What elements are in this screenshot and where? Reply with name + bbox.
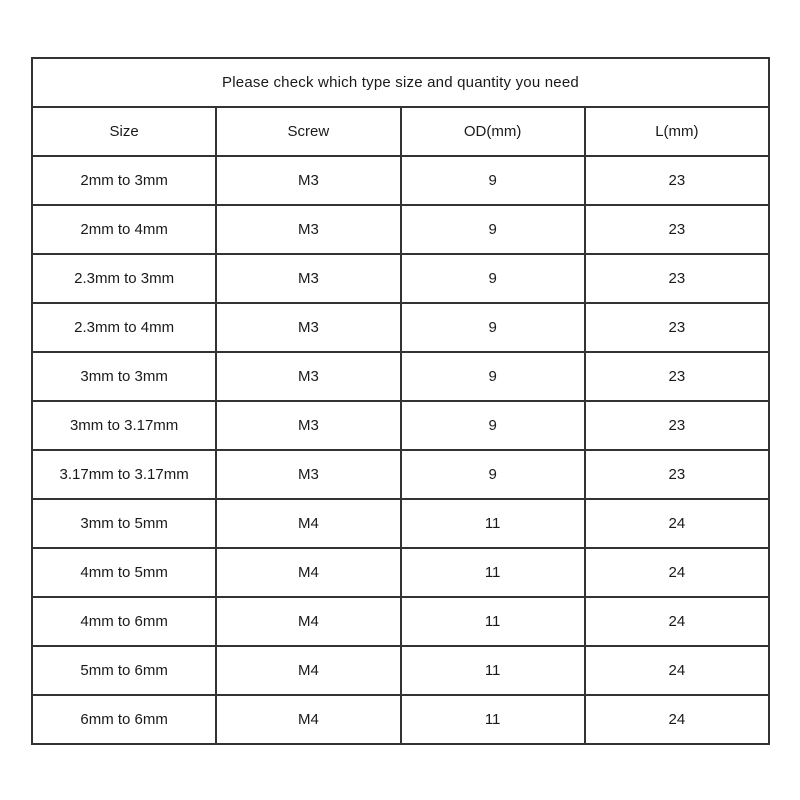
table-row — [32, 352, 769, 401]
cell-screw: M3 — [216, 205, 400, 254]
cell-l: 24 — [585, 548, 769, 597]
cell-screw: M3 — [216, 254, 400, 303]
cell-screw: M3 — [216, 352, 400, 401]
cell-size: 2.3mm to 4mm — [32, 303, 216, 352]
cell-l: 23 — [585, 450, 769, 499]
cell-size: 3.17mm to 3.17mm — [32, 450, 216, 499]
cell-screw: M4 — [216, 646, 400, 695]
cell-od: 9 — [401, 156, 585, 205]
cell-l: 23 — [585, 205, 769, 254]
table-row — [32, 205, 769, 254]
cell-l: 24 — [585, 695, 769, 744]
cell-od: 11 — [401, 646, 585, 695]
cell-od: 11 — [401, 695, 585, 744]
cell-l: 24 — [585, 597, 769, 646]
cell-screw: M4 — [216, 548, 400, 597]
column-header-size: Size — [32, 107, 216, 156]
cell-od: 9 — [401, 401, 585, 450]
cell-l: 24 — [585, 499, 769, 548]
size-spec-table — [31, 57, 770, 745]
table-row — [32, 156, 769, 205]
cell-size: 5mm to 6mm — [32, 646, 216, 695]
cell-screw: M4 — [216, 499, 400, 548]
cell-size: 4mm to 6mm — [32, 597, 216, 646]
cell-od: 9 — [401, 352, 585, 401]
table-row — [32, 597, 769, 646]
cell-size: 3mm to 5mm — [32, 499, 216, 548]
cell-screw: M4 — [216, 597, 400, 646]
cell-od: 9 — [401, 254, 585, 303]
cell-screw: M3 — [216, 450, 400, 499]
cell-size: 3mm to 3mm — [32, 352, 216, 401]
cell-l: 23 — [585, 254, 769, 303]
cell-l: 23 — [585, 352, 769, 401]
cell-l: 24 — [585, 646, 769, 695]
cell-od: 11 — [401, 597, 585, 646]
cell-size: 6mm to 6mm — [32, 695, 216, 744]
header-row — [32, 107, 769, 156]
cell-size: 4mm to 5mm — [32, 548, 216, 597]
cell-screw: M4 — [216, 695, 400, 744]
cell-size: 3mm to 3.17mm — [32, 401, 216, 450]
table-row — [32, 303, 769, 352]
column-header-screw: Screw — [216, 107, 400, 156]
cell-screw: M3 — [216, 401, 400, 450]
column-header-od: OD(mm) — [401, 107, 585, 156]
table-row — [32, 548, 769, 597]
cell-od: 9 — [401, 303, 585, 352]
cell-size: 2.3mm to 3mm — [32, 254, 216, 303]
cell-od: 11 — [401, 548, 585, 597]
cell-screw: M3 — [216, 156, 400, 205]
cell-l: 23 — [585, 303, 769, 352]
cell-od: 9 — [401, 205, 585, 254]
table-row — [32, 499, 769, 548]
table-row — [32, 646, 769, 695]
cell-l: 23 — [585, 401, 769, 450]
column-header-l: L(mm) — [585, 107, 769, 156]
table-row — [32, 254, 769, 303]
size-spec-table-container — [31, 57, 770, 745]
cell-size: 2mm to 3mm — [32, 156, 216, 205]
title-row — [32, 58, 769, 107]
cell-od: 11 — [401, 499, 585, 548]
cell-od: 9 — [401, 450, 585, 499]
table-title: Please check which type size and quantity you need — [32, 58, 769, 107]
cell-l: 23 — [585, 156, 769, 205]
table-row — [32, 450, 769, 499]
table-row — [32, 401, 769, 450]
cell-size: 2mm to 4mm — [32, 205, 216, 254]
table-row — [32, 695, 769, 744]
cell-screw: M3 — [216, 303, 400, 352]
